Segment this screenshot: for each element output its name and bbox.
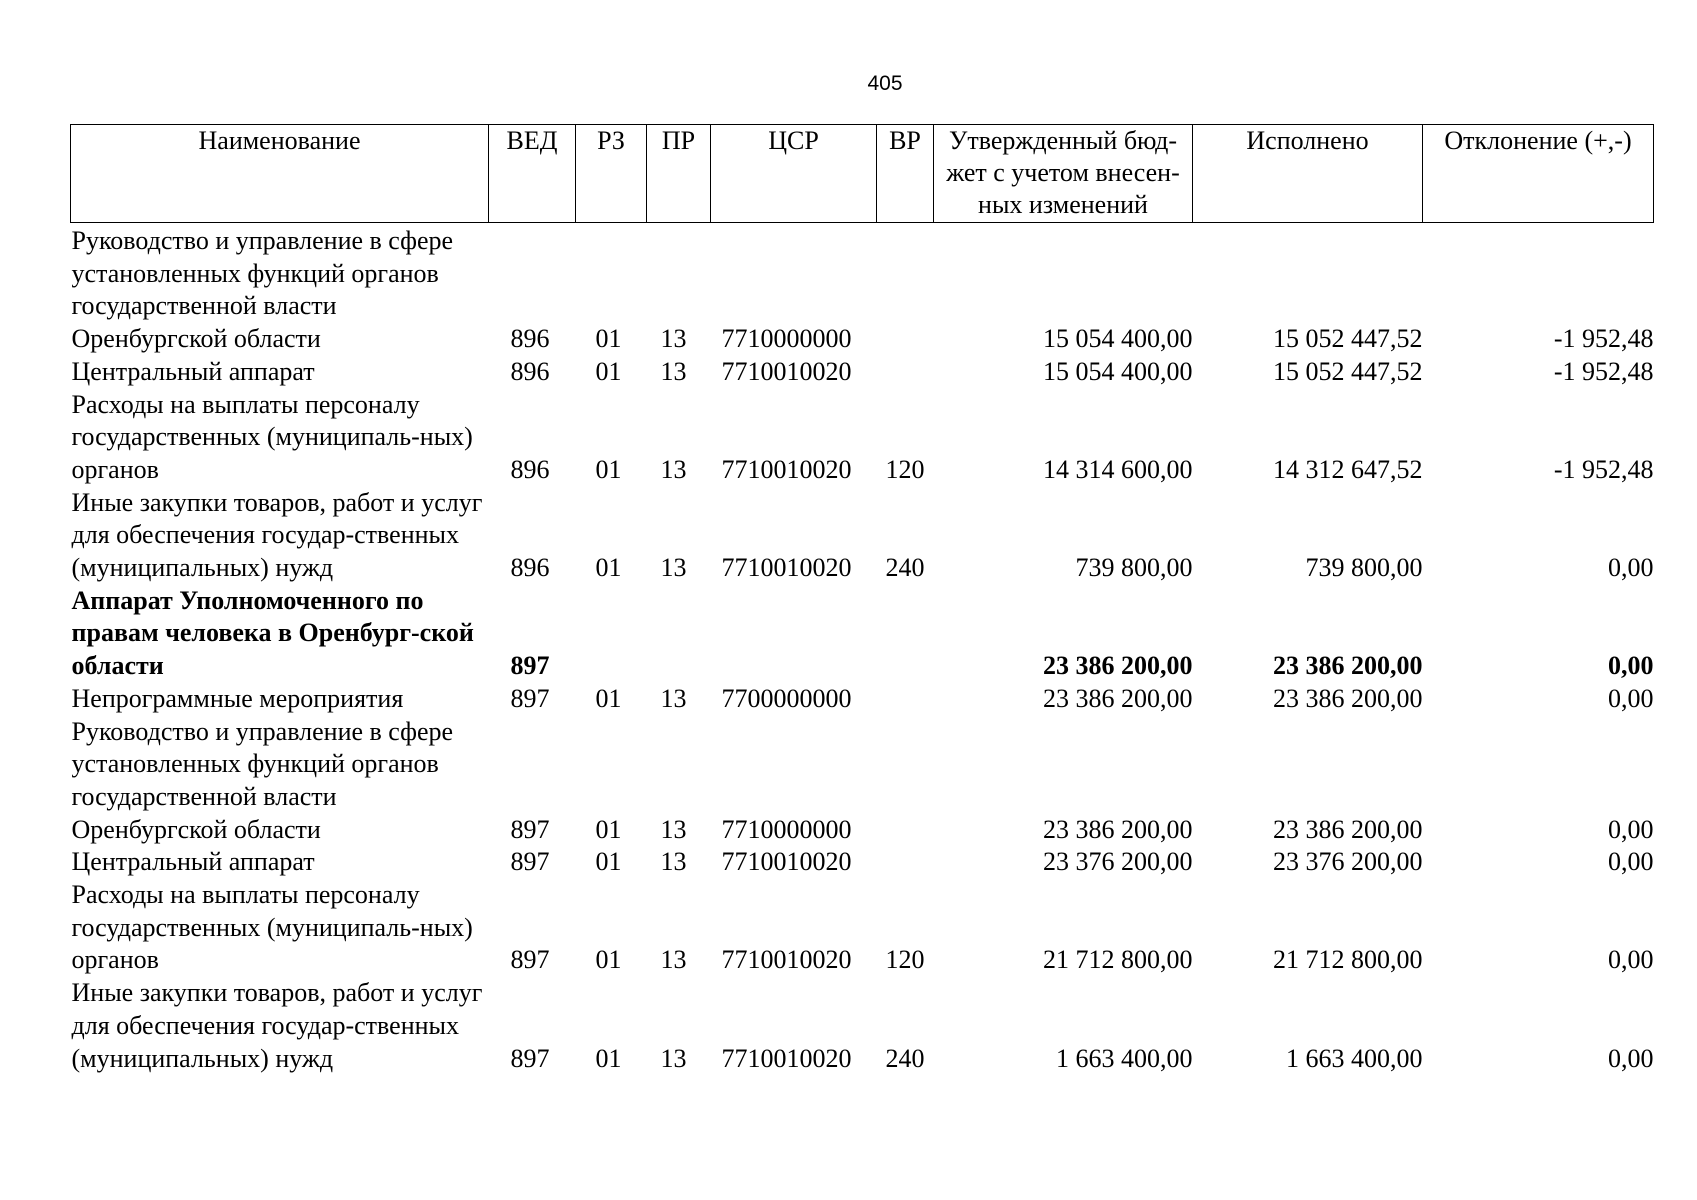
header-csr: ЦСР [711,125,877,223]
header-deviation: Отклонение (+,-) [1423,125,1654,223]
cell-approved-budget: 23 386 200,00 [1043,814,1193,844]
cell-ved: 897 [510,683,550,713]
cell-vr: 240 [885,553,925,583]
cell-approved-budget: 15 054 400,00 [1043,356,1193,386]
cell-executed: 23 386 200,00 [1273,683,1423,713]
table-row [71,389,1654,487]
cell-approved-budget: 23 376 200,00 [1043,847,1193,877]
cell-deviation: -1 952,48 [1553,324,1654,354]
cell-vr [877,223,934,356]
cell-vr: 120 [885,945,925,975]
cell-csr: 7710010020 [721,945,852,975]
table-row [71,846,1654,879]
cell-executed: 739 800,00 [1305,553,1423,583]
table-row [71,356,1654,389]
cell-ved: 896 [510,553,550,583]
page-number: 405 [867,72,903,95]
header-name: Наименование [71,125,489,223]
cell-pr: 13 [660,814,687,844]
table-row [71,716,1654,847]
header-rz: РЗ [576,125,647,223]
cell-executed: 21 712 800,00 [1273,945,1423,975]
cell-rz: 01 [595,1043,622,1073]
cell-name: Аппарат Уполномоченного по правам человека в Оренбург-ской области [71,585,474,681]
table-row [71,585,1654,683]
cell-name: Руководство и управление в сфере установленных функций органов государственной власти Оренбургской области [71,716,454,844]
cell-approved-budget: 1 663 400,00 [1056,1043,1193,1073]
cell-approved-budget: 739 800,00 [1075,553,1193,583]
cell-vr [877,585,934,683]
cell-deviation: 0,00 [1608,814,1654,844]
cell-csr: 7710010020 [721,553,852,583]
table-body [71,223,1654,1076]
cell-vr: 240 [885,1043,925,1073]
table-row [71,879,1654,977]
cell-pr: 13 [660,683,687,713]
cell-csr: 7710010020 [721,1043,852,1073]
cell-ved: 897 [510,847,550,877]
cell-executed: 23 386 200,00 [1273,814,1423,844]
header-approved-budget: Утвержденный бюд-жет с учетом внесен-ных изменений [934,125,1193,223]
cell-ved: 896 [510,454,550,484]
cell-csr: 7710000000 [721,814,852,844]
cell-ved: 897 [510,651,550,681]
table-header-row [71,125,1654,223]
cell-pr: 13 [660,847,687,877]
cell-vr [877,356,934,389]
cell-pr: 13 [660,553,687,583]
cell-approved-budget: 21 712 800,00 [1043,945,1193,975]
cell-executed: 23 376 200,00 [1273,847,1423,877]
cell-approved-budget: 23 386 200,00 [1043,683,1193,713]
cell-vr [877,716,934,847]
cell-deviation: 0,00 [1608,683,1654,713]
cell-approved-budget: 14 314 600,00 [1043,454,1193,484]
cell-name: Центральный аппарат [71,847,315,877]
cell-deviation: 0,00 [1608,553,1654,583]
cell-name: Расходы на выплаты персоналу государственных (муниципаль-ных) органов [71,389,473,484]
cell-ved: 896 [510,324,550,354]
cell-vr [877,846,934,879]
cell-executed: 15 052 447,52 [1273,356,1423,386]
cell-deviation: 0,00 [1608,847,1654,877]
cell-name: Иные закупки товаров, работ и услуг для обеспечения государ-ственных (муниципальных) нужд [71,487,483,583]
header-vr: ВР [877,125,934,223]
budget-execution-table [70,124,1654,1075]
cell-deviation: 0,00 [1608,945,1654,975]
cell-ved: 897 [510,1043,550,1073]
cell-csr: 7700000000 [721,683,852,713]
cell-rz: 01 [595,356,622,386]
header-executed: Исполнено [1193,125,1423,223]
cell-ved: 897 [510,945,550,975]
header-pr: ПР [647,125,711,223]
cell-pr: 13 [660,356,687,386]
cell-pr: 13 [660,454,687,484]
cell-name: Центральный аппарат [71,356,315,386]
cell-approved-budget: 23 386 200,00 [1043,651,1193,681]
cell-pr: 13 [660,945,687,975]
cell-deviation: -1 952,48 [1553,356,1654,386]
cell-csr: 7710010020 [721,356,852,386]
table-row [71,487,1654,585]
cell-rz: 01 [595,454,622,484]
cell-rz: 01 [595,945,622,975]
cell-deviation: 0,00 [1608,651,1654,681]
cell-vr [877,683,934,716]
cell-ved: 896 [510,356,550,386]
cell-rz [576,585,647,683]
cell-csr: 7710000000 [721,324,852,354]
table-row [71,683,1654,716]
cell-vr: 120 [885,454,925,484]
cell-executed: 1 663 400,00 [1286,1043,1423,1073]
table-row [71,223,1654,356]
table-row [71,977,1654,1075]
cell-rz: 01 [595,814,622,844]
cell-pr [647,585,711,683]
cell-ved: 897 [510,814,550,844]
cell-executed: 15 052 447,52 [1273,324,1423,354]
cell-name: Расходы на выплаты персоналу государственных (муниципаль-ных) органов [71,880,473,975]
cell-executed: 14 312 647,52 [1273,454,1423,484]
cell-name: Руководство и управление в сфере установленных функций органов государственной власти Оренбургской области [71,226,454,354]
cell-pr: 13 [660,324,687,354]
cell-name: Иные закупки товаров, работ и услуг для обеспечения государ-ственных (муниципальных) нужд [71,978,483,1073]
cell-deviation: 0,00 [1608,1043,1654,1073]
cell-rz: 01 [595,847,622,877]
header-ved: ВЕД [489,125,576,223]
cell-csr: 7710010020 [721,454,852,484]
cell-deviation: -1 952,48 [1553,454,1654,484]
cell-pr: 13 [660,1043,687,1073]
cell-executed: 23 386 200,00 [1273,651,1423,681]
cell-rz: 01 [595,553,622,583]
cell-csr [711,585,877,683]
cell-rz: 01 [595,324,622,354]
cell-rz: 01 [595,683,622,713]
cell-name: Непрограммные мероприятия [71,683,404,713]
cell-approved-budget: 15 054 400,00 [1043,324,1193,354]
cell-csr: 7710010020 [721,847,852,877]
